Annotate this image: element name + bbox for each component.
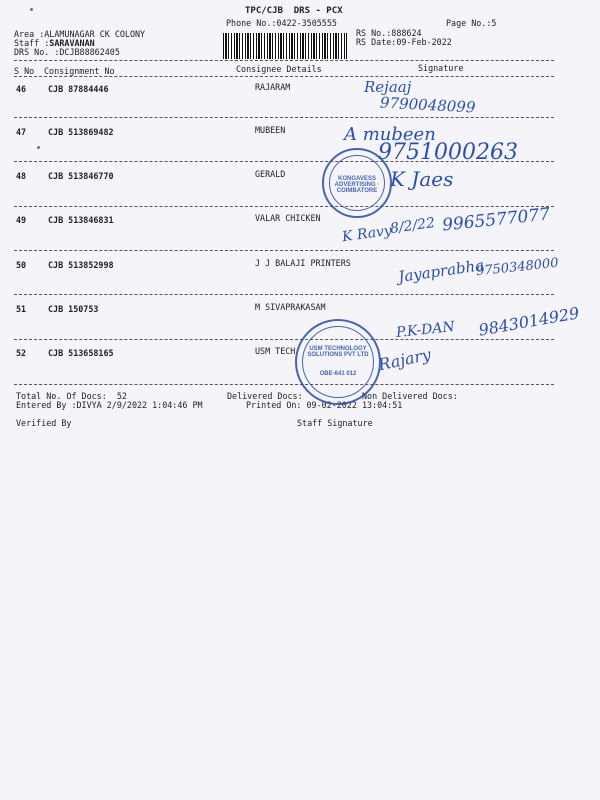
col-consignee: Consignee Details <box>236 64 322 74</box>
row-sno: 52 <box>16 348 27 358</box>
col-sno: S No <box>14 66 35 76</box>
row-sno: 50 <box>16 260 27 270</box>
signature-50-name: Jayaprabha <box>397 256 486 286</box>
row-consignment: CJB 513852998 <box>48 260 114 270</box>
row-consignment: CJB 513658165 <box>48 348 114 358</box>
signature-47-name: A mubeen <box>344 124 436 145</box>
row-sno: 47 <box>16 127 27 137</box>
stamp-text: KONGAVESS ADVERTISING · COIMBATORE <box>334 176 380 194</box>
row-consignee: MUBEEN <box>255 125 286 135</box>
row-consignment: CJB 513846831 <box>48 215 114 225</box>
barcode <box>223 33 347 59</box>
signature-47-phone: 9751000263 <box>378 140 518 165</box>
company-stamp <box>295 319 381 405</box>
phone-number: Phone No.:0422-3505555 <box>226 18 337 28</box>
staff-name: SARAVANAN <box>49 38 95 48</box>
columns-divider <box>14 76 554 77</box>
speck <box>37 146 40 149</box>
row-consignee: USM TECH <box>255 346 296 356</box>
signature-46-phone: 9790048099 <box>379 93 476 117</box>
row-consignment: CJB 87884446 <box>48 84 109 94</box>
row-divider <box>14 206 554 207</box>
stamp-text: USM TECHNOLOGY SOLUTIONS PVT LTD <box>307 346 369 358</box>
row-consignee: VALAR CHICKEN <box>255 213 321 223</box>
row-divider <box>14 250 554 251</box>
row-consignee: GERALD <box>255 169 286 179</box>
rs-number: RS No.:888624 <box>356 28 422 38</box>
page-number: Page No.:5 <box>446 18 497 28</box>
row-consignee: M SIVAPRAKASAM <box>255 302 326 312</box>
row-divider <box>14 294 554 295</box>
rs-date: RS Date:09-Feb-2022 <box>356 37 452 47</box>
entered-by: Entered By :DIVYA 2/9/2022 1:04:46 PM <box>16 400 203 410</box>
signature-49-phone: 9965577077 <box>441 204 551 236</box>
row-divider <box>14 117 554 118</box>
signature-52: Rajary <box>376 344 433 375</box>
row-divider <box>14 384 554 385</box>
row-consignment: CJB 150753 <box>48 304 99 314</box>
signature-51-name: P.K-DAN <box>395 318 456 342</box>
row-consignment: CJB 513869482 <box>48 127 114 137</box>
staff-label: Staff : <box>14 38 50 48</box>
row-divider <box>14 339 554 340</box>
row-sno: 51 <box>16 304 27 314</box>
total-docs: Total No. Of Docs: 52 <box>16 391 127 401</box>
row-sno: 46 <box>16 84 27 94</box>
speck <box>30 8 33 11</box>
signature-49-name: K Ravy <box>341 222 393 246</box>
col-signature: Signature <box>418 63 464 73</box>
signature-46-name: Rejaaj <box>364 78 412 96</box>
row-consignee: RAJARAM <box>255 82 291 92</box>
signature-49-date: 8/2/22 <box>389 214 436 238</box>
header-divider <box>14 60 554 61</box>
staff-signature-label: Staff Signature <box>297 418 373 428</box>
signature-50-phone: 9750348000 <box>475 255 560 280</box>
row-consignment: CJB 513846770 <box>48 171 114 181</box>
drs-number: DRS No. :DCJB88862405 <box>14 47 120 57</box>
row-sno: 49 <box>16 215 27 225</box>
signature-48: K Jaes <box>390 167 454 191</box>
col-consignment: Consignment No <box>44 66 115 76</box>
area-field: Area :ALAMUNAGAR CK COLONY <box>14 29 146 39</box>
row-sno: 48 <box>16 171 27 181</box>
delivered-docs: Delivered Docs: <box>227 391 303 401</box>
row-consignee: J J BALAJI PRINTERS <box>255 258 351 268</box>
report-title: TPC/CJB DRS - PCX <box>245 6 343 16</box>
signature-51-phone: 9843014929 <box>477 303 581 340</box>
non-delivered-docs: Non Delivered Docs: <box>362 391 458 401</box>
verified-by: Verified By <box>16 418 72 428</box>
printed-on: Printed On: 09-02-2022 13:04:51 <box>246 400 403 410</box>
stamp-inner-text: OBE-641 012 <box>319 371 357 377</box>
